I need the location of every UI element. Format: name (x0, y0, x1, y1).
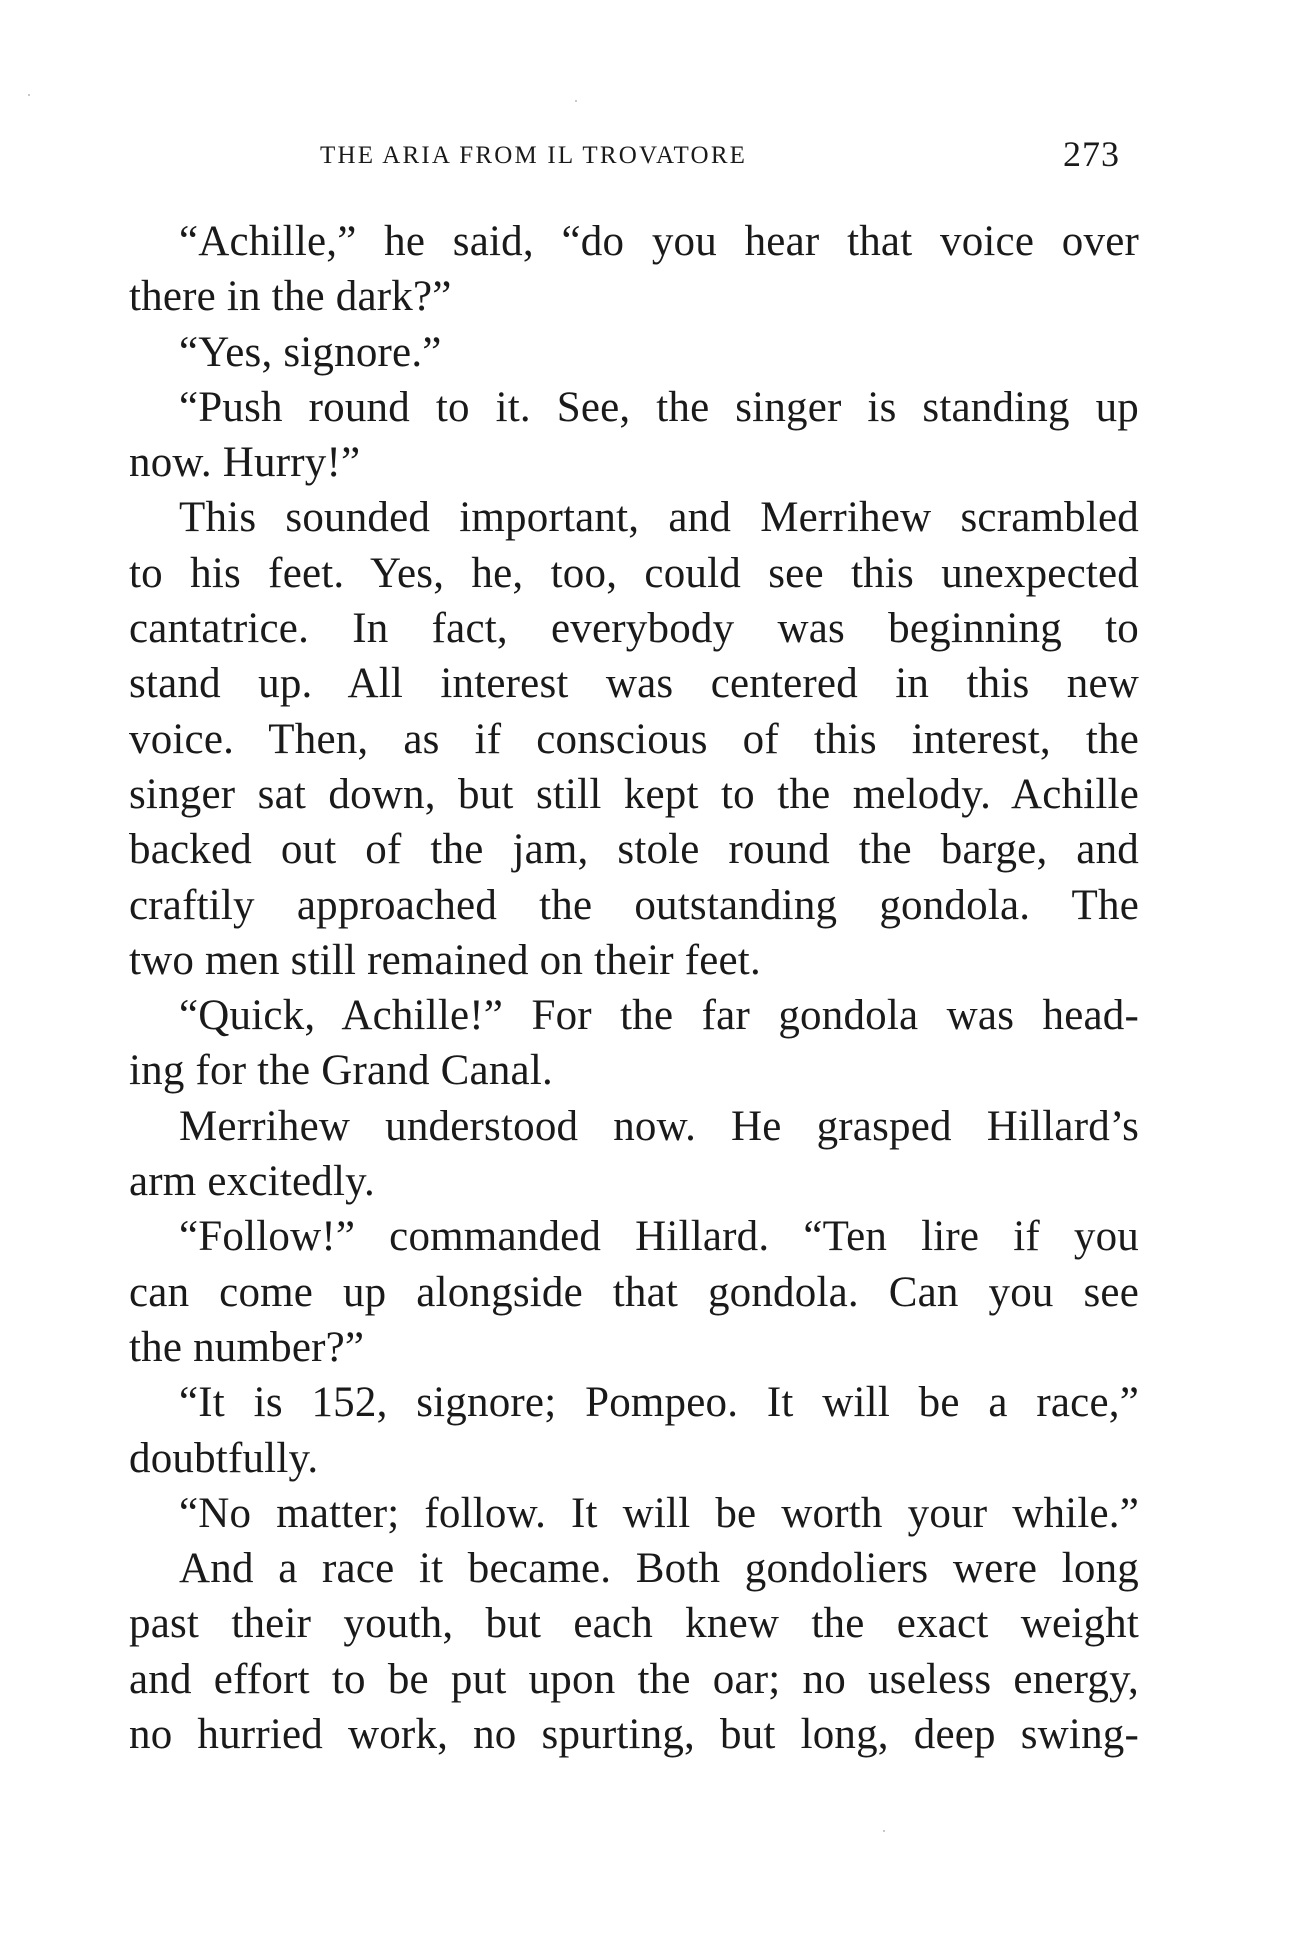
body-text (129, 214, 1139, 1762)
text-line: “It is 152, signore; Pompeo. It will be a race,” (179, 1379, 1139, 1427)
text-line: “Quick, Achille!” For the far gondola was head- (179, 992, 1139, 1040)
paper-speck (28, 94, 30, 96)
running-head-title: THE ARIA FROM IL TROVATORE (320, 142, 748, 169)
text-line: the number?” (129, 1323, 365, 1371)
text-line: ing for the Grand Canal. (129, 1047, 553, 1095)
text-line: backed out of the jam, stole round the barge, and (129, 826, 1139, 874)
text-line: no hurried work, no spurting, but long, deep swing- (129, 1711, 1139, 1759)
text-line: singer sat down, but still kept to the melody. Achille (129, 770, 1139, 818)
text-line: now. Hurry!” (129, 439, 361, 487)
text-line: “Push round to it. See, the singer is standing up (179, 383, 1139, 431)
text-line: cantatrice. In fact, everybody was beginning to (129, 605, 1139, 653)
text-line: stand up. All interest was centered in this new (129, 660, 1139, 708)
text-line: “No matter; follow. It will be worth your while.” (179, 1489, 1139, 1537)
text-line: arm excitedly. (129, 1158, 375, 1206)
running-head (320, 136, 1120, 176)
text-line: doubtfully. (129, 1434, 319, 1482)
page-number: 273 (1063, 134, 1120, 174)
text-line: two men still remained on their feet. (129, 936, 761, 984)
text-line: there in the dark?” (129, 273, 452, 321)
text-line: And a race it became. Both gondoliers were long (179, 1545, 1139, 1593)
paper-speck (575, 100, 577, 102)
text-line: This sounded important, and Merrihew scrambled (179, 494, 1139, 542)
paper-speck (883, 1830, 885, 1832)
text-line: and effort to be put upon the oar; no useless energy, (129, 1655, 1139, 1703)
text-line: “Achille,” he said, “do you hear that voice over (179, 218, 1139, 265)
text-line: to his feet. Yes, he, too, could see this unexpected (129, 549, 1139, 597)
text-line: craftily approached the outstanding gondola. The (129, 881, 1139, 929)
text-line: voice. Then, as if conscious of this interest, the (129, 715, 1139, 763)
text-line: past their youth, but each knew the exact weight (129, 1600, 1139, 1648)
text-line: “Yes, signore.” (179, 328, 442, 376)
text-line: can come up alongside that gondola. Can you see (129, 1268, 1139, 1316)
text-line: Merrihew understood now. He grasped Hillard’s (179, 1102, 1139, 1150)
text-line: “Follow!” commanded Hillard. “Ten lire if you (179, 1213, 1139, 1261)
